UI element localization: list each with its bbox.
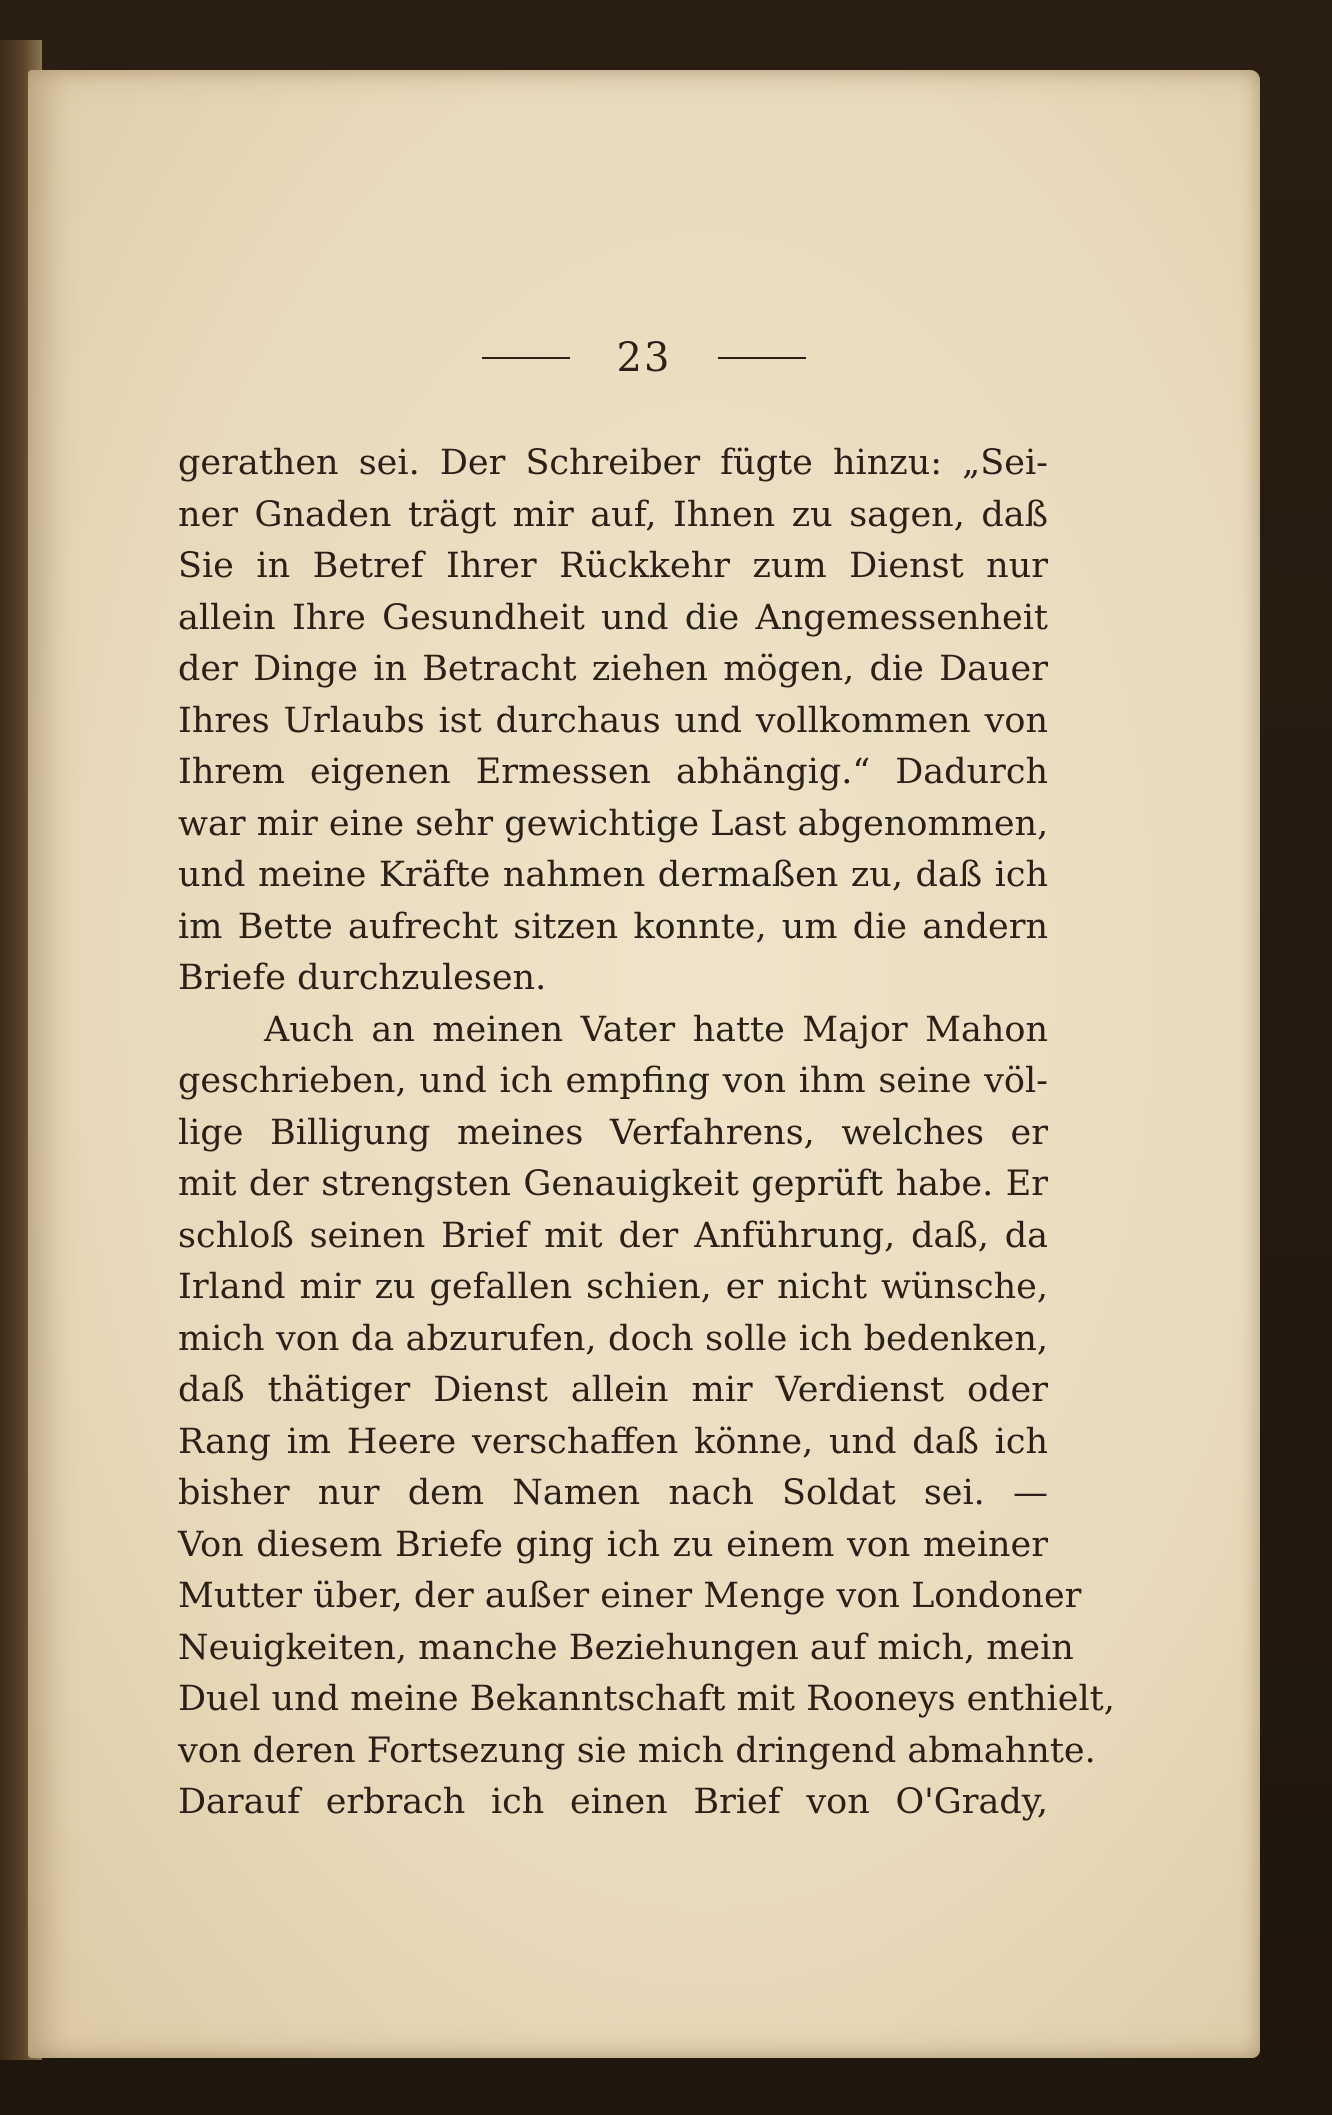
header-rule-right xyxy=(718,357,806,359)
text-line: und meine Kräfte nahmen dermaßen zu, daß ich xyxy=(178,855,1048,895)
text-line: war mir eine sehr gewichtige Last abgenommen, xyxy=(178,803,1049,844)
text-line: gerathen sei. Der Schreiber fügte hinzu: „Sei- xyxy=(178,443,1048,483)
text-line: geschrieben, und ich empfing von ihm seine völ- xyxy=(178,1061,1048,1101)
page-number: 23 xyxy=(616,335,672,381)
text-line: Ihres Urlaubs ist durchaus und vollkommen von xyxy=(178,700,1048,741)
text-line: lige Billigung meines Verfahrens, welches er xyxy=(178,1112,1048,1153)
text-line: mich von da abzurufen, doch solle ich bedenken, xyxy=(178,1318,1048,1359)
text-line: daß thätiger Dienst allein mir Verdienst oder xyxy=(178,1370,1048,1410)
text-line: Sie in Betref Ihrer Rückkehr zum Dienst nur xyxy=(178,546,1048,586)
page-header xyxy=(28,332,1260,381)
text-line: Irland mir zu gefallen schien, er nicht wünsche, xyxy=(178,1267,1048,1307)
body-text xyxy=(178,438,1115,1829)
text-line: mit der strengsten Genauigkeit geprüft habe. Er xyxy=(178,1164,1048,1204)
text-line: Duel und meine Bekanntschaft mit Rooneys enthielt, xyxy=(178,1679,1115,1719)
header-rule-left xyxy=(482,357,570,359)
text-line: Rang im Heere verschaffen könne, und daß ich xyxy=(178,1421,1048,1462)
text-line: bisher nur dem Namen nach Soldat sei. — xyxy=(178,1473,1048,1513)
text-line: Auch an meinen Vater hatte Major Mahon xyxy=(264,1009,1048,1050)
text-line: schloß seinen Brief mit der Anführung, daß, da xyxy=(178,1215,1048,1256)
text-line: Neuigkeiten, manche Beziehungen auf mich, mein xyxy=(178,1627,1074,1668)
text-line: ner Gnaden trägt mir auf, Ihnen zu sagen, daß xyxy=(178,494,1048,535)
text-line: Von diesem Briefe ging ich zu einem von meiner xyxy=(178,1524,1048,1565)
text-line: im Bette aufrecht sitzen konnte, um die andern xyxy=(178,906,1048,947)
text-line: allein Ihre Gesundheit und die Angemessenheit xyxy=(178,597,1048,638)
text-line: Briefe durchzulesen. xyxy=(178,958,547,998)
text-line: Darauf erbrach ich einen Brief von O'Grady, xyxy=(178,1782,1048,1822)
text-line: Mutter über, der außer einer Menge von Londoner xyxy=(178,1576,1082,1616)
text-line: Ihrem eigenen Ermessen abhängig.“ Dadurch xyxy=(178,752,1048,792)
text-line: der Dinge in Betracht ziehen mögen, die Dauer xyxy=(178,649,1048,689)
text-line: von deren Fortsezung sie mich dringend abmahnte. xyxy=(178,1730,1096,1771)
book-page xyxy=(28,70,1260,2058)
